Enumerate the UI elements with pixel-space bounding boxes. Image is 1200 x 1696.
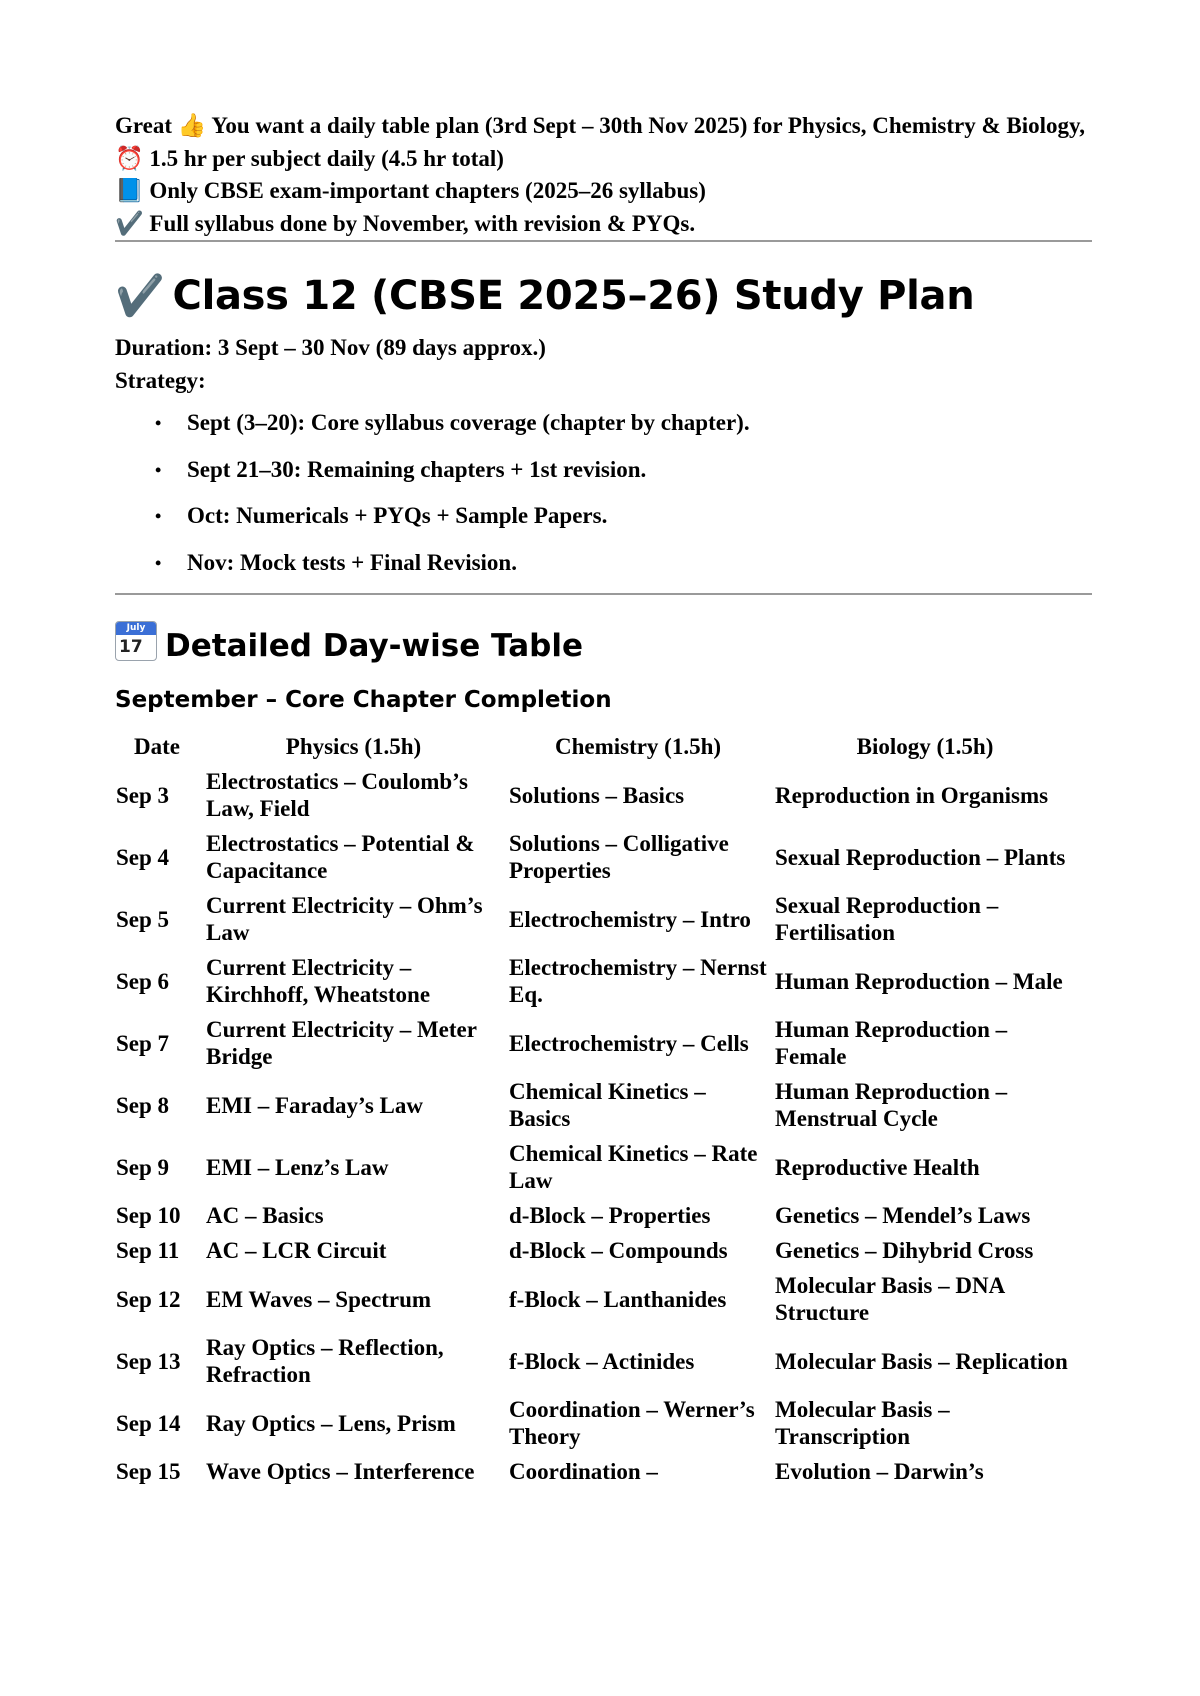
- physics-cell: Wave Optics – Interference: [206, 1459, 475, 1484]
- date-cell: Sep 14: [116, 1410, 181, 1436]
- date-cell: Sep 13: [116, 1348, 181, 1374]
- chemistry-cell: f-Block – Lanthanides: [509, 1286, 727, 1312]
- chemistry-cell: Electrochemistry – Cells: [509, 1030, 749, 1056]
- table-header-row: [112, 727, 1079, 764]
- chemistry-cell: Coordination –: [509, 1459, 658, 1484]
- physics-cell: Current Electricity – Ohm’s Law: [206, 893, 483, 945]
- page-title-text: Class 12 (CBSE 2025–26) Study Plan: [172, 273, 975, 319]
- intro-text: Full syllabus done by November, with revision & PYQs.: [143, 210, 696, 236]
- table-row: [112, 1136, 1079, 1198]
- date-cell: Sep 15: [116, 1459, 181, 1484]
- date-cell: Sep 8: [116, 1092, 170, 1118]
- date-cell: Sep 11: [116, 1238, 180, 1263]
- alarm-clock-icon: ⏰: [115, 145, 144, 172]
- physics-cell: Electrostatics – Coulomb’s Law, Field: [206, 769, 468, 821]
- intro-text: 1.5 hr per subject daily (4.5 hr total): [143, 145, 504, 171]
- column-header-physics: Physics (1.5h): [285, 734, 422, 759]
- physics-cell: EM Waves – Spectrum: [206, 1286, 432, 1312]
- chemistry-cell: d-Block – Compounds: [509, 1238, 728, 1263]
- column-header-date: Date: [134, 734, 180, 759]
- chemistry-cell: Electrochemistry – Intro: [509, 906, 751, 932]
- date-cell: Sep 12: [116, 1286, 181, 1312]
- biology-cell: Human Reproduction – Male: [775, 968, 1063, 994]
- chemistry-cell: d-Block – Properties: [509, 1203, 711, 1228]
- biology-cell: Genetics – Mendel’s Laws: [775, 1203, 1031, 1228]
- list-item: • Sept (3–20): Core syllabus coverage (chapter by chapter).: [155, 407, 1092, 439]
- biology-cell: Sexual Reproduction – Fertilisation: [775, 893, 999, 945]
- table-row: [112, 1198, 1079, 1233]
- physics-cell: EMI – Lenz’s Law: [206, 1154, 389, 1180]
- table-row: [112, 950, 1079, 1012]
- date-cell: Sep 4: [116, 844, 170, 870]
- thumbs-up-icon: 👍: [177, 113, 207, 139]
- table-row: [112, 1074, 1079, 1136]
- intro-line-2: [115, 143, 1092, 176]
- strategy-list: [115, 407, 1092, 579]
- section-heading: [115, 621, 1092, 669]
- biology-cell: Reproduction in Organisms: [775, 782, 1049, 808]
- biology-cell: Genetics – Dihybrid Cross: [775, 1238, 1034, 1263]
- biology-cell: Molecular Basis – Transcription: [775, 1397, 950, 1449]
- divider: [115, 593, 1092, 595]
- duration-block: [115, 332, 1092, 397]
- date-cell: Sep 3: [116, 782, 170, 808]
- physics-cell: AC – LCR Circuit: [206, 1238, 387, 1263]
- intro-text: You want a daily table plan (3rd Sept – 30th Nov 2025) for Physics, Chemistry & Biology,: [206, 113, 1085, 138]
- biology-cell: Sexual Reproduction – Plants: [775, 844, 1066, 870]
- column-header-chemistry: Chemistry (1.5h): [554, 734, 722, 759]
- physics-cell: AC – Basics: [206, 1203, 324, 1228]
- chemistry-cell: Solutions – Colligative Properties: [509, 831, 729, 883]
- calendar-icon-month: July: [116, 622, 156, 635]
- blue-book-icon: 📘: [115, 178, 144, 204]
- date-cell: Sep 7: [116, 1030, 170, 1056]
- strategy-label: Strategy:: [115, 367, 206, 393]
- intro-line-3: [115, 175, 1092, 208]
- chemistry-cell: Coordination – Werner’s Theory: [509, 1397, 755, 1449]
- table-row: [112, 764, 1079, 826]
- list-item: • Sept 21–30: Remaining chapters + 1st revision.: [155, 454, 1092, 486]
- chemistry-cell: Solutions – Basics: [509, 782, 685, 808]
- chemistry-cell: f-Block – Actinides: [509, 1348, 695, 1374]
- page-title: [115, 266, 1092, 326]
- table-row: [112, 1454, 1079, 1489]
- table-row: [112, 1330, 1079, 1392]
- chemistry-cell: Chemical Kinetics – Basics: [509, 1079, 706, 1131]
- check-mark-icon: ✔️: [115, 273, 165, 319]
- date-cell: Sep 5: [116, 906, 170, 932]
- chemistry-cell: Chemical Kinetics – Rate Law: [509, 1141, 758, 1193]
- intro-text: Great: [115, 113, 178, 138]
- biology-cell: Molecular Basis – DNA Structure: [775, 1273, 1004, 1325]
- date-cell: Sep 6: [116, 968, 170, 994]
- calendar-icon: [115, 621, 157, 661]
- table-row: [112, 1268, 1079, 1330]
- intro-line-4: [115, 208, 1092, 241]
- table-row: [112, 1012, 1079, 1074]
- list-item: • Nov: Mock tests + Final Revision.: [155, 547, 1092, 579]
- list-item: • Oct: Numericals + PYQs + Sample Papers.: [155, 500, 1092, 532]
- physics-cell: EMI – Faraday’s Law: [206, 1092, 424, 1118]
- column-header-biology: Biology (1.5h): [856, 734, 994, 759]
- chemistry-cell: Electrochemistry – Nernst Eq.: [509, 955, 767, 1007]
- duration-line: Duration: 3 Sept – 30 Nov (89 days approx.): [115, 335, 546, 360]
- biology-cell: Human Reproduction – Female: [775, 1017, 1008, 1069]
- calendar-icon-day: 17: [119, 637, 143, 657]
- date-cell: Sep 9: [116, 1154, 170, 1180]
- intro-text: Only CBSE exam-important chapters (2025–26 syllabus): [143, 178, 706, 203]
- section-heading-text: Detailed Day-wise Table: [165, 628, 583, 664]
- date-cell: Sep 10: [116, 1203, 181, 1228]
- physics-cell: Electrostatics – Potential & Capacitance: [206, 831, 475, 883]
- document-page: [115, 110, 1092, 1489]
- physics-cell: Ray Optics – Reflection, Refraction: [206, 1335, 444, 1387]
- study-plan-table: [112, 727, 1079, 1489]
- physics-cell: Current Electricity – Meter Bridge: [206, 1017, 477, 1069]
- intro-line-1: [115, 110, 1092, 143]
- check-mark-icon: ✔️: [115, 210, 144, 237]
- physics-cell: Current Electricity – Kirchhoff, Wheatstone: [206, 955, 431, 1007]
- month-heading: September – Core Chapter Completion: [115, 687, 612, 713]
- table-row: [112, 888, 1079, 950]
- table-row: [112, 1233, 1079, 1268]
- biology-cell: Molecular Basis – Replication: [775, 1348, 1068, 1374]
- biology-cell: Human Reproduction – Menstrual Cycle: [775, 1079, 1008, 1131]
- divider: [115, 240, 1092, 242]
- biology-cell: Evolution – Darwin’s: [775, 1459, 984, 1484]
- intro-block: [115, 110, 1092, 240]
- biology-cell: Reproductive Health: [775, 1154, 980, 1180]
- table-row: [112, 1392, 1079, 1454]
- table-row: [112, 826, 1079, 888]
- physics-cell: Ray Optics – Lens, Prism: [206, 1410, 456, 1436]
